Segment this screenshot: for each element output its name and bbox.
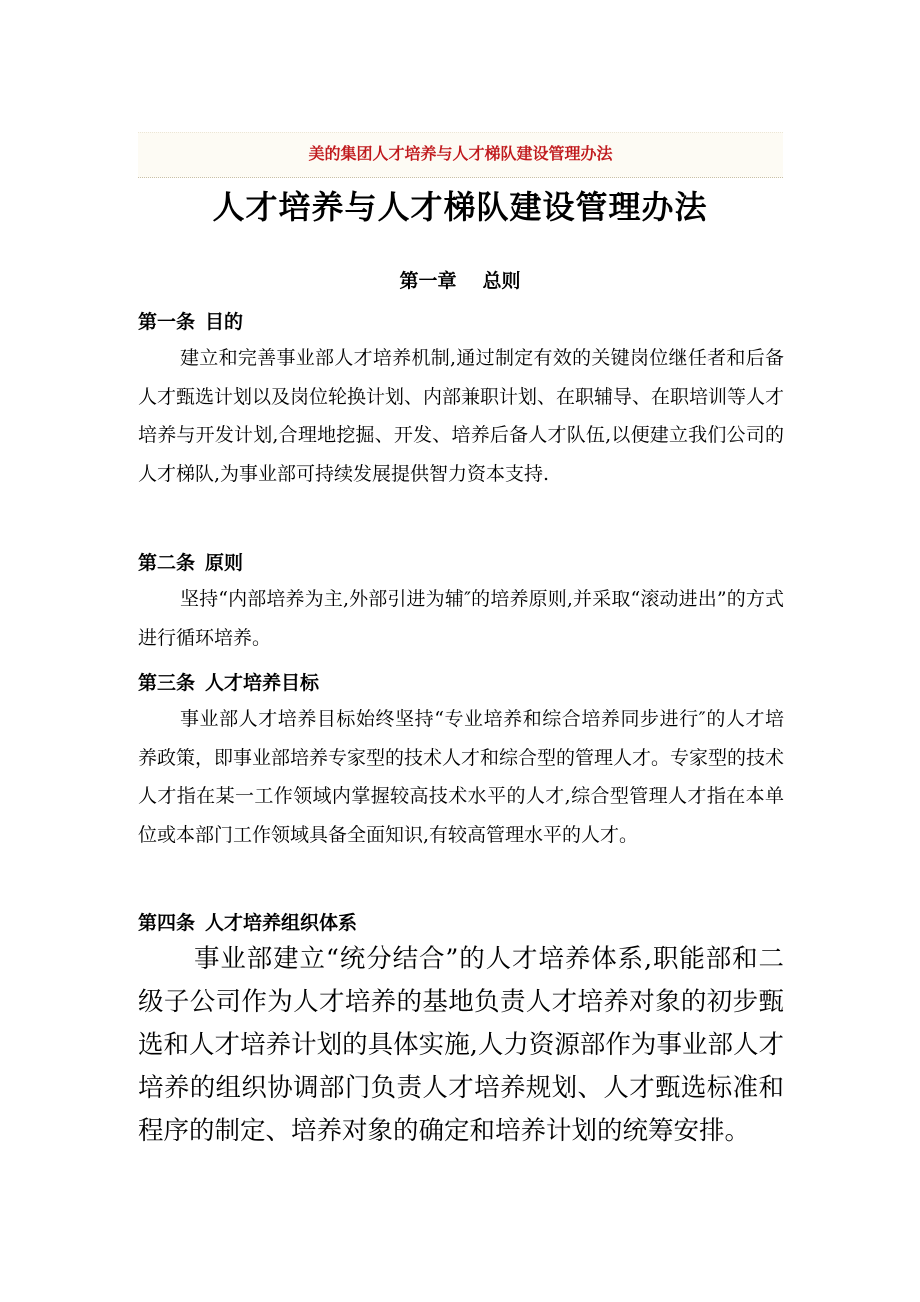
- article-number: 第一条: [138, 311, 196, 333]
- document-title: 人才培养与人才梯队建设管理办法: [212, 188, 708, 226]
- article-heading-1: [138, 307, 243, 334]
- chapter-number: 第一章: [399, 270, 457, 292]
- article-number: 第三条: [138, 672, 196, 694]
- article-number: 第二条: [138, 552, 196, 574]
- article-name: 人才培养组织体系: [205, 912, 358, 934]
- chapter-heading: [0, 266, 920, 293]
- article-name: 目的: [205, 311, 244, 333]
- chapter-name: 总则: [482, 270, 521, 292]
- article-body-1: 建立和完善事业部人才培养机制,通过制定有效的关键岗位继任者和后备人才甄选计划以及岗位轮换计划、内部兼职计划、在职辅导、在职培训等人才培养与开发计划,合理地挖掘、开发、培养后备人才队伍,以便建立我们公司的人才梯队,为事业部可持续发展提供智力资本支持.: [138, 347, 785, 485]
- article-name: 原则: [205, 552, 244, 574]
- article-body-3: 事业部人才培养目标始终坚持“专业培养和综合培养同步进行″的人才培养政策，即事业部培养专家型的技术人才和综合型的管理人才。专家型的技术人才指在某一工作领域内掌握较高技术水平的人才,综合型管理人才指在本单位或本部门工作领域具备全面知识,有较高管理水平的人才。: [138, 708, 785, 846]
- article-number: 第四条: [138, 912, 196, 934]
- article-heading-4: [138, 908, 357, 935]
- article-body-4: 事业部建立“统分结合”的人才培养体系,职能部和二级子公司作为人才培养的基地负责人才培养对象的初步甄选和人才培养计划的具体实施,人力资源部作为事业部人才培养的组织协调部门负责人才培养规划、人才甄选标准和程序的制定、培养对象的确定和培养计划的统筹安排。: [138, 944, 784, 1146]
- article-body-2: 坚持“内部培养为主,外部引进为辅″的培养原则,并采取“滚动进出”的方式进行循环培养。: [138, 588, 784, 649]
- article-heading-3: [138, 668, 319, 695]
- running-header-title: 美的集团人才培养与人才梯队建设管理办法: [308, 144, 613, 163]
- running-header: [138, 132, 783, 178]
- article-name: 人才培养目标: [205, 672, 320, 694]
- article-heading-2: [138, 548, 243, 575]
